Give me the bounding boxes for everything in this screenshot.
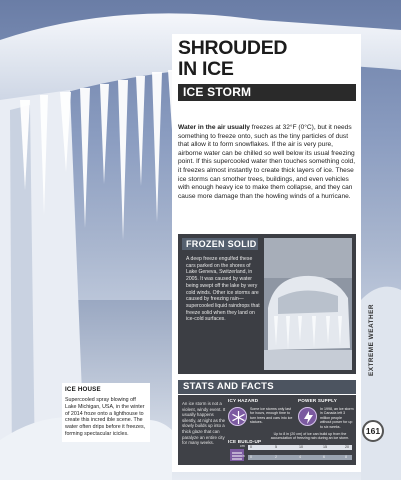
cm-unit-label: cm — [240, 444, 245, 448]
cm-tick: 10 — [299, 445, 303, 449]
ice-buildup-label: ICE BUILD-UP — [228, 439, 262, 444]
ice-buildup-text: Up to 8 in (20 cm) of ice can build up from the accumulation of freezing rain during an ice storm. — [270, 432, 350, 441]
cm-tick: 5 — [275, 445, 277, 449]
ice-house-text: Supercooled spray blowing off Lake Michigan, USA, in the winter of 2014 froze onto a lighthouse to create this incred ible scene. The water often drips before it freezes, forming spectacular icicles. — [65, 397, 146, 437]
in-tick: 4 — [299, 455, 301, 459]
ice-depth-scale — [240, 444, 352, 461]
cm-tick: 0 — [250, 445, 252, 449]
stats-box — [178, 395, 356, 465]
frozen-car-photo — [264, 238, 352, 370]
title-block — [178, 38, 356, 101]
in-tick: 6 — [323, 455, 325, 459]
intro-paragraph — [178, 124, 356, 201]
section-side-tab — [367, 34, 383, 472]
cm-tick: 20 — [345, 445, 349, 449]
power-supply-label: POWER SUPPLY — [298, 398, 337, 403]
ice-house-caption — [62, 383, 150, 442]
subtitle-bar: ICE STORM — [178, 84, 356, 101]
frozen-solid-box — [178, 234, 356, 374]
cm-tick: 15 — [323, 445, 327, 449]
page-title-line2: IN ICE — [178, 58, 234, 80]
page-title-line1: SHROUDED — [178, 37, 288, 59]
stats-intro-text: An ice storm is not a violent, windy event. It usually happens silently, at night as the slowly builds up into a thick glaze that can paralyze an entire city for many weeks. — [182, 401, 226, 446]
page-number: 161 — [362, 420, 384, 442]
in-tick: 8 — [345, 455, 347, 459]
frozen-solid-text: A deep freeze engulfed these cars parked on the shores of Lake Geneva, Switzerland, in 2005. It was caused by water being swept off the lake by very cold winds. Other ice storms are caused by freezing rain—supercooled liquid raindrops that freeze solid when they land on ice-cold surfaces. — [186, 256, 260, 323]
stats-heading: STATS AND FACTS — [178, 380, 356, 394]
ice-house-title: ICE HOUSE — [65, 386, 101, 393]
snowflake-icon — [228, 407, 247, 426]
in-unit-label: in — [242, 454, 245, 458]
intro-body: freezes at 32°F (0°C), but it needs something to freeze onto, such as the tiny particles of dust that allow it to form snowflakes. If the air is very pure, airborne water can be chilled so well below its usual freezing point. If this supercooled water then touches something cold, it freezes almost instantly to create thick layers of ice. These ice storms can smother trees, buildings, and even vehicles with enough heavy ice to make them collapse, and they can cause more damage than the howling winds of a hurricane. — [178, 124, 356, 200]
frozen-solid-heading: FROZEN SOLID — [182, 238, 258, 250]
intro-lead: Water in the air usually — [178, 124, 250, 131]
article-panel — [172, 34, 361, 472]
section-label: EXTREME WEATHER — [368, 304, 375, 376]
in-tick: 0 — [250, 455, 252, 459]
lightning-bolt-icon — [298, 407, 317, 426]
icy-hazard-label: ICY HAZARD — [228, 398, 259, 403]
power-supply-text: In 1998, an ice storm in Canada left 3 million people without power for up to six weeks. — [320, 407, 354, 429]
in-tick: 2 — [275, 455, 277, 459]
icy-hazard-text: Some ice storms only last for hours, enough time to turn trees and cars into ice statues. — [250, 407, 293, 425]
